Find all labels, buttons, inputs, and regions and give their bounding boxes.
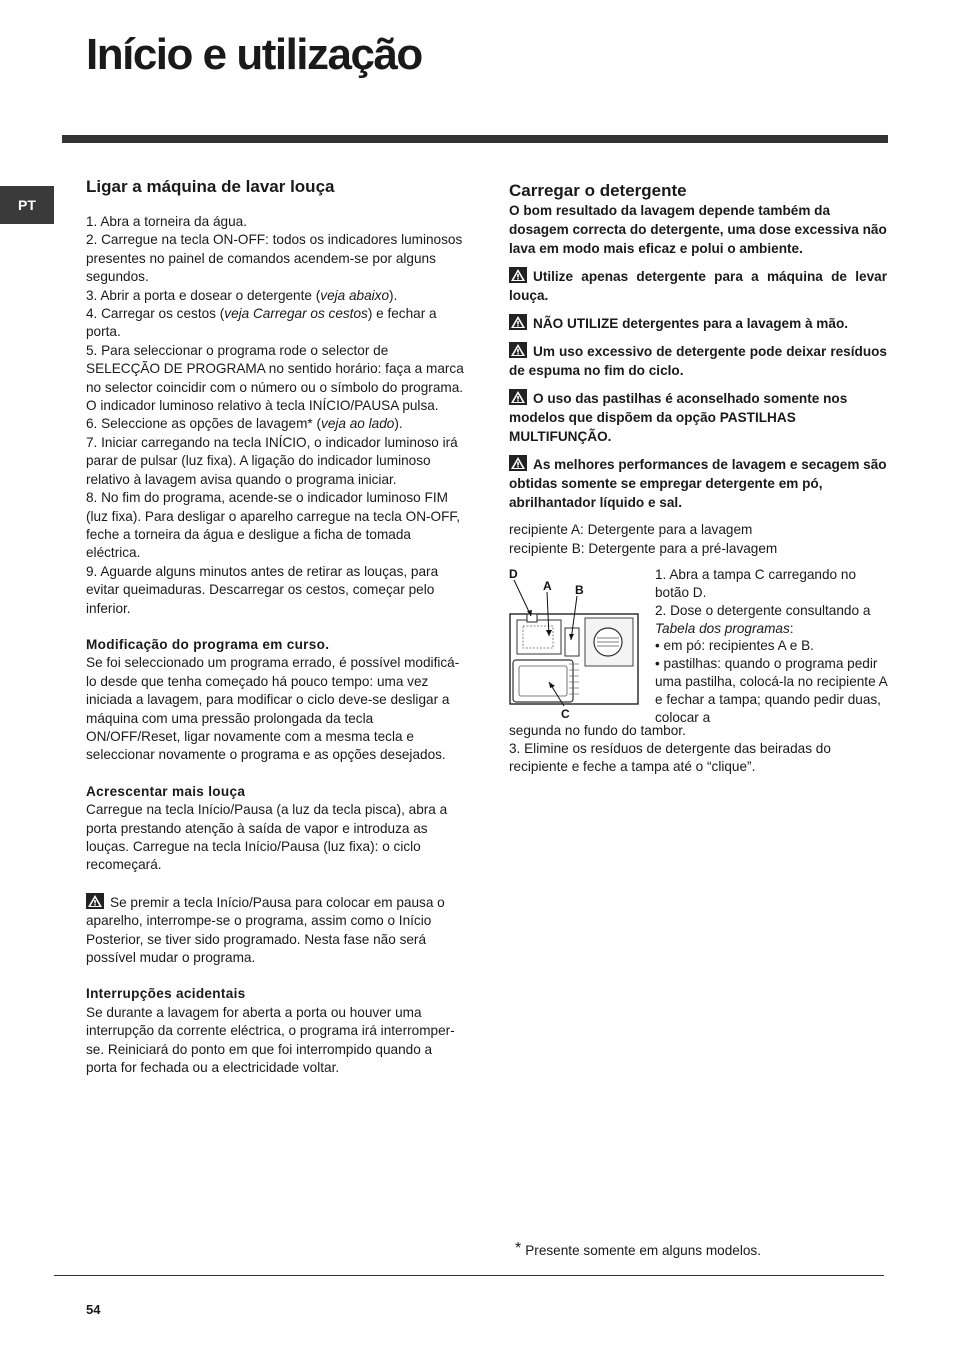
dispenser-instructions: [655, 566, 887, 726]
subheading-modify: Modificação do programa em curso.: [86, 636, 330, 652]
dispenser-figure: [509, 566, 887, 736]
step-5: 5. Para seleccionar o programa rode o selector de SELECÇÃO DE PROGRAMA no sentido horário: faça a marca no selector coincidir com o número ou o símbolo do programa. O indicador luminoso relativo à tecla INÍCIO/PAUSA pulsa.: [86, 342, 464, 414]
step-3: 3. Abrir a porta e dosear o detergente (veja abaixo).: [86, 287, 398, 303]
step-9: 9. Aguarde alguns minutos antes de retirar as louças, para evitar queimaduras. Descarregar os cestos, começar pelo inferior.: [86, 563, 439, 616]
section-heading-start: Ligar a máquina de lavar louça: [86, 177, 335, 196]
warning-icon: [509, 267, 527, 283]
step-6: 6. Seleccione as opções de lavagem* (veja ao lado).: [86, 416, 403, 432]
add-warning: Se premir a tecla Início/Pausa para colocar em pausa o aparelho, interrompe-se o programa, assim como o Início Posterior, se tiver sido programado. Nesta fase não será possível mudar o programa.: [86, 894, 445, 966]
instruction-1: 1. Abra a tampa C carregando no botão D.: [655, 567, 857, 600]
label-d: D: [509, 567, 518, 582]
instruction-3: 3. Elimine os resíduos de detergente das beiradas do recipiente e feche a tampa até o “clique”.: [509, 741, 831, 774]
footnote-star: *: [515, 1240, 522, 1257]
step-4: 4. Carregar os cestos (veja Carregar os cestos) e fechar a porta.: [86, 306, 437, 340]
subheading-add: Acrescentar mais louça: [86, 783, 246, 799]
warning-icon: [509, 389, 527, 405]
label-a: A: [543, 579, 552, 594]
instruction-2: 2. Dose o detergente consultando a Tabela dos programas:: [655, 602, 871, 636]
detergent-intro: O bom resultado da lavagem depende também da dosagem correcta do detergente, uma dose excessiva não lava em modo mais eficaz e polui o ambiente.: [509, 203, 887, 256]
warning-3: Um uso excessivo de detergente pode deixar resíduos de espuma no fim do ciclo.: [509, 344, 887, 379]
label-b: B: [575, 583, 584, 598]
right-column: [509, 180, 887, 776]
section-heading-detergent: Carregar o detergente: [509, 181, 687, 200]
warning-1: Utilize apenas detergente para a máquina de levar louça.: [509, 269, 887, 304]
warning-icon: [509, 314, 527, 330]
warning-icon: [509, 342, 527, 358]
step-8: 8. No fim do programa, acende-se o indicador luminoso FIM (luz fixa). Para desligar o aparelho carregue na tecla ON-OFF, feche a torneira da água e desligue a ficha de tomada eléctrica.: [86, 490, 460, 561]
warning-2: NÃO UTILIZE detergentes para a lavagem à mão.: [509, 314, 887, 333]
detergent-dispenser-diagram: [509, 566, 649, 726]
page-number: 54: [86, 1302, 101, 1317]
modify-text: Se foi seleccionado um programa errado, é possível modificá-lo desde que tenha começado há pouco tempo: uma vez iniciada a lavagem, para modificar o ciclo deve-se desligar a máquina com uma pressão prolongada da tecla ON/OFF/Reset, ligar novamente com a mesma tecla e seleccionar novamente o programa e as opções desejados.: [86, 655, 460, 763]
label-c: C: [561, 707, 570, 722]
recipient-a: recipiente A: Detergente para a lavagem: [509, 522, 753, 538]
instruction-powder: • em pó: recipientes A e B.: [655, 638, 814, 654]
page-title: Início e utilização: [86, 30, 422, 79]
step-7: 7. Iniciar carregando na tecla INÍCIO, o indicador luminoso irá parar de pulsar (luz fixa). A ligação do indicador luminoso relativo à lavagem avisa quando o programa iniciar.: [86, 434, 458, 487]
bottom-rule: [54, 1275, 884, 1276]
warning-icon: [86, 893, 104, 909]
interruptions-text: Se durante a lavagem for aberta a porta ou houver uma interrupção da corrente eléctrica, o programa irá interromper-se. Reiniciará do ponto em que foi interrompido quando a porta for fechada ou a electricidade voltar.: [86, 1004, 455, 1076]
subheading-interruptions: Interrupções acidentais: [86, 986, 246, 1002]
recipient-b: recipiente B: Detergente para a pré-lavagem: [509, 540, 778, 556]
left-column: [86, 176, 464, 1077]
top-rule: [62, 135, 888, 143]
step-1: 1. Abra a torneira da água.: [86, 214, 247, 229]
instruction-tablets: • pastilhas: quando o programa pedir uma pastilha, colocá-la no recipiente A e fechar a tampa; quando pedir duas, colocar a: [655, 656, 887, 725]
warning-4: O uso das pastilhas é aconselhado somente nos modelos que dispõem da opção PASTILHAS MULTIFUNÇÃO.: [509, 391, 848, 445]
instruction-tablets-cont: segunda no fundo do tambor.: [509, 723, 686, 739]
warning-icon: [509, 455, 527, 471]
language-tab: PT: [0, 186, 54, 224]
add-text: Carregue na tecla Início/Pausa (a luz da tecla pisca), abra a porta prestando atenção à saída de vapor e introduza as louças. Carregue na tecla Início/Pausa (luz fixa): o ciclo recomeçará.: [86, 802, 448, 873]
warning-5: As melhores performances de lavagem e secagem são obtidas somente se empregar detergente em pó, abrilhantador líquido e sal.: [509, 457, 887, 511]
footnote: * Presente somente em alguns modelos.: [515, 1240, 761, 1258]
step-2: 2. Carregue na tecla ON-OFF: todos os indicadores luminosos presentes no painel de comandos acendem-se por alguns segundos.: [86, 232, 463, 285]
